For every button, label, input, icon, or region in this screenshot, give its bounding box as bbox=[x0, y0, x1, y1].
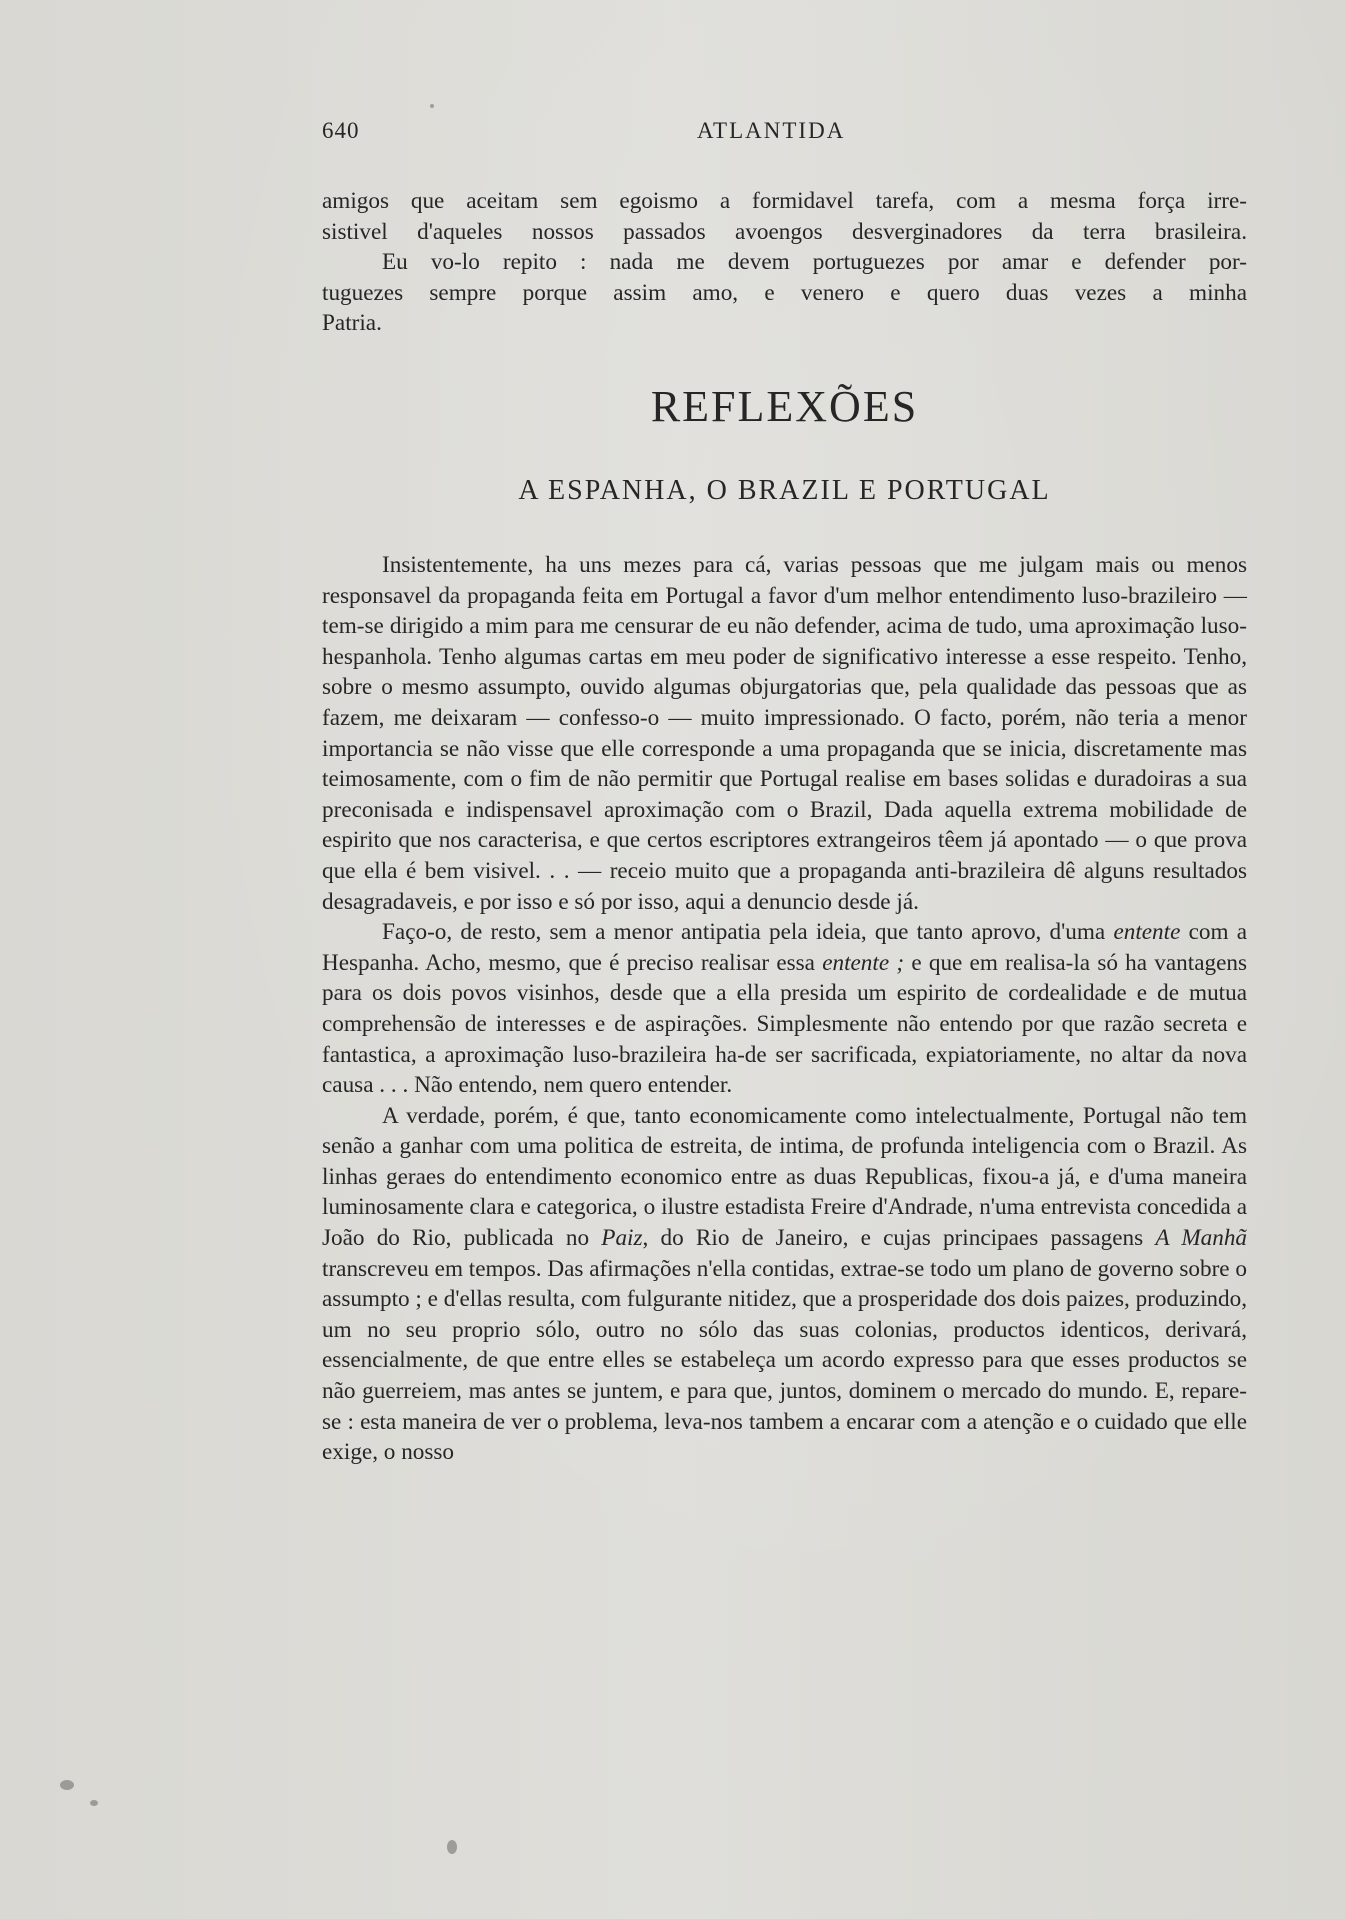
italic-a-manha: A Manhã bbox=[1155, 1225, 1248, 1252]
article-title: REFLEXÕES bbox=[650, 382, 919, 431]
italic-paiz: Paiz bbox=[601, 1225, 643, 1252]
paragraph-3: A verdade, porém, é que, tanto economicamente como intelectualmente, Portugal não tem senão a ganhar com uma politica de estreita, de intima, de profunda inteligencia com o Brazil. As linhas geraes do entendimento economico entre as duas Republicas, fixou-a já, e d'uma maneira luminosamente clara e categorica, o ilustre estadista Freire d'Andrade, n'uma entrevista concedida a João do Rio, publicada no Paiz, do Rio de Janeiro, e cujas principaes passagens A Manhã transcreveu em tempos. Das afirmações n'ella contidas, extrae-se todo um plano de governo sobre o assumpto ; e d'ellas resulta, com fulgurante nitidez, que a prosperidade dos dois paizes, produzindo, um no seu proprio sólo, outro no sólo das suas colonias, productos identicos, derivará, essencialmente, de que entre elles se estabeleça um acordo expresso para que esses productos se não guerreiem, mas antes se juntem, e para que, juntos, dominem o mercado do mundo. E, repare-se : esta maneira de ver o problema, leva-nos tambem a encarar com a atenção e o cuidado que elle exige, o nosso bbox=[322, 1102, 1248, 1466]
page-header bbox=[322, 118, 1247, 152]
intro-line: Eu vo-lo repito : nada me devem portuguezes por amar e defender por- bbox=[382, 249, 1247, 276]
intro-line: Patria. bbox=[322, 310, 382, 337]
intro-line: amigos que aceitam sem egoismo a formidavel tarefa, com a mesma força irre- bbox=[322, 188, 1247, 214]
intro-paragraph bbox=[322, 186, 1247, 339]
paragraph-2: Faço-o, de resto, sem a menor antipatia pela ideia, que tanto aprovo, d'uma entente com a Hespanha. Acho, mesmo, que é preciso realisar essa entente ; e que em realisa-la só ha vantagens para os dois povos visinhos, desde que a ella presida um espirito de cordealidade e de mutua comprehensão de interesses e de aspirações. Simplesmente não entendo por que razão secreta e fantastica, a aproximação luso-brazileira ha-de ser sacrificada, expiatoriamente, no altar da nova causa . . . Não entendo, nem quero entender. bbox=[322, 919, 1247, 1099]
article-subtitle: A ESPANHA, O BRAZIL E PORTUGAL bbox=[518, 475, 1051, 506]
italic-entente: entente bbox=[1113, 919, 1181, 946]
italic-entente: entente ; bbox=[822, 949, 905, 976]
paper-speck bbox=[60, 1780, 74, 1790]
article-body bbox=[322, 550, 1247, 1468]
paper-speck bbox=[430, 104, 434, 108]
paper-speck bbox=[447, 1840, 457, 1854]
paragraph-1: Insistentemente, ha uns mezes para cá, varias pessoas que me julgam mais ou menos responsavel da propaganda feita em Portugal a favor d'um melhor entendimento luso-brazileiro — tem-se dirigido a mim para me censurar de eu não defender, acima de tudo, uma aproximação luso-hespanhola. Tenho algumas cartas em meu poder de significativo interesse a esse respeito. Tenho, sobre o mesmo assumpto, ouvido algumas objurgatorias que, pela qualidade das pessoas que as fazem, me deixaram — confesso-o — muito impressionado. O facto, porém, não teria a menor importancia se não visse que elle corresponde a uma propaganda que se inicia, discretamente mas teimosamente, com o fim de não permitir que Portugal realise em bases solidas e duradoiras a sua preconisada e indispensavel aproximação com o Brazil, Dada aquella extrema mobilidade de espirito que nos caracterisa, e que certos escriptores extrangeiros têem já apontado — o que prova que ella é bem visivel. . . — receio muito que a propaganda anti-brazileira dê alguns resultados desagradaveis, e por isso e só por isso, aqui a denuncio desde já. bbox=[322, 552, 1247, 915]
page-number: 640 bbox=[322, 118, 360, 143]
running-head: ATLANTIDA bbox=[697, 118, 846, 143]
intro-line: sistivel d'aqueles nossos passados avoengos desverginadores da terra brasileira. bbox=[322, 218, 1247, 245]
intro-line: tuguezes sempre porque assim amo, e venero e quero duas vezes a minha bbox=[322, 279, 1247, 306]
paper-speck bbox=[90, 1800, 98, 1806]
